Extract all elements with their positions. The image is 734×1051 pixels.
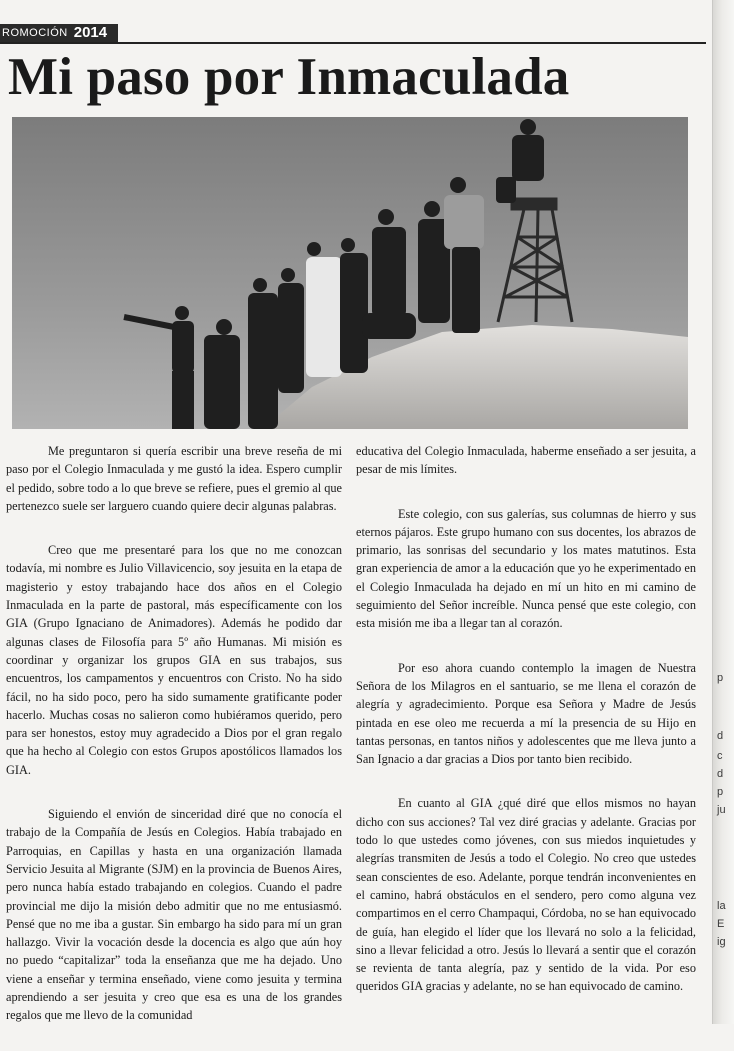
paragraph-presentation: Creo que me presentaré para los que no me conozcan todavía, mi nombre es Julio Villavicencio, soy jesuita en la etapa de magisterio y estoy trabajando hace dos años en el Colegio Inmaculada en la parte de pastoral, más específicamente con los GIA (Grupo Ignaciano de Animadores). Además he podido dar algunas clases de Filosofía para 5º año Humanas. Mi misión es coordinar y organizar los grupos GIA en sus trabajos, sus encuentros, los campamentos y encuentros con Cristo. No ha sido fácil, no ha sido poco, pero ha sido sumamente gratificante poder hacerlo. Muchas cosas no salieron como hubiéramos querido, pero para ser honestos, estoy muy agradecido a Dios por el gran regalo que ha hecho al Colegio con estos Grupos apostólicos llamados los GIA.: [6, 543, 342, 777]
edge-fragment: E: [717, 918, 725, 930]
edge-fragment: p: [717, 672, 724, 684]
section-label: ROMOCIÓN: [2, 27, 68, 39]
edge-fragment: d: [717, 730, 724, 742]
edge-fragment: d: [717, 768, 724, 780]
edge-fragment: c: [717, 750, 723, 762]
group-photo: [12, 117, 688, 429]
edge-fragment: p: [717, 786, 724, 798]
paragraph-gia: En cuanto al GIA ¿qué diré que ellos mismos no hayan dicho con sus acciones? Tal vez diré gracias y adelante. Gracias por todo lo que ustedes como jóvenes, con sus miedos inquietudes y alegrías transmiten de Jesús a todo el Colegio. No creo que ustedes sean conscientes de eso. Adelante, porque tendrán inconvenientes en el camino, habrá obstáculos en el sendero, pero como alguna vez compartimos en el cerro Champaqui, Córdoba, no se han equivocado de guía, han elegido el líder que los llevará no solo a la felicidad, sino a llevar felicidad a otro. Jesús lo llevará a sentir que el corazón se revienta de tanta alegría, paz y sentido de la vida. Por eso queridos GIA gracias y adelante, no se han equivocado de camino.: [356, 796, 696, 994]
paragraph-sincerity: Siguiendo el envión de sinceridad diré que no conocía el trabajo de la Compañía de Jesús en Colegios. Había trabajado en Parroquias, en Capillas y hasta en una organización llamada Servicio Jesuita al Migrante (SJM) en la provincia de Buenos Aires, pero nunca había estado trabajando en colegios. Cuando el padre provincial me dijo la misión debo admitir que no me entusiasmó. Pensé que no me iba a gustar. Sin embargo ha sido para mí un gran hallazgo. Vivir la vocación desde la docencia es algo que aún hoy no puedo “capitalizar” toda la enseñanza que me ha dejado. Uno viene a enseñar y termina enseñado, viene como jesuita y termina aprendiendo a ser jesuita y creo que esa es una de los grandes regalos que me llevo de la comunidad: [6, 807, 342, 1023]
paragraph-virgin: Por eso ahora cuando contemplo la imagen de Nuestra Señora de los Milagros en el santuario, se me llena el corazón de alegría y agradecimiento. Porque esa Señora y Madre de Jesús pintada en ese oleo me recuerda a mí la presencia de su Hijo en tantas personas, en tantos niños y adolescentes que me lleva junto a San Ignacio a dar gracias a Dios por tanto bien recibido.: [356, 660, 696, 767]
group-photo-illustration: [12, 117, 688, 429]
article-column-right: [356, 442, 696, 1022]
edge-fragment: ju: [717, 804, 726, 816]
section-tab: [0, 24, 118, 42]
paragraph-school: Este colegio, con sus galerías, sus columnas de hierro y sus eternos pájaros. Este grupo humano con sus docentes, los abrazos de primario, las sonrisas del secundario y los mates matutinos. Esta gran experiencia de amor a la educación que yo he experimentado en el Colegio Inmaculada ha dejado en mí un hito en mi camino de seguimiento del Señor increíble. Nunca pensé que este colegio, con esta misión me iba a llegar tan al corazón.: [356, 506, 696, 631]
paragraph-intro: Me preguntaron si quería escribir una breve reseña de mi paso por el Colegio Inmaculada y me gustó la idea. Espero cumplir el pedido, sobre todo a lo que breve se refiere, pues el gremio al que pertenezco suele ser larguero cuando quiere decir algunas palabras.: [6, 444, 342, 513]
header-bar: [0, 24, 706, 44]
article-column-left: [6, 442, 342, 1051]
article-title: Mi paso por Inmaculada: [8, 48, 570, 106]
edge-fragment: la: [717, 900, 726, 912]
edge-fragment: ig: [717, 936, 726, 948]
paragraph-continuation: educativa del Colegio Inmaculada, haberme enseñado a ser jesuita, a pesar de mis límites.: [356, 444, 696, 477]
year-label: 2014: [73, 24, 108, 41]
next-page-edge: [712, 0, 734, 1024]
